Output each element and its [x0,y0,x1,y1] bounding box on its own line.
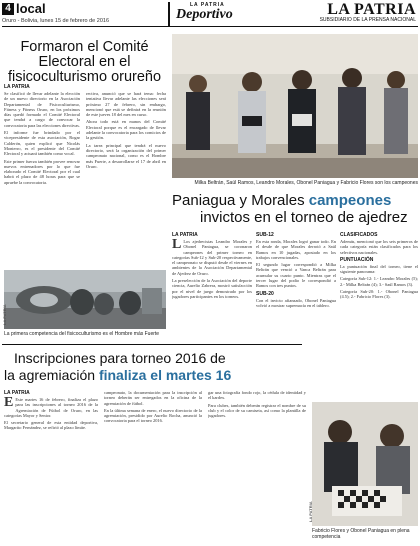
article2-subhead-sub20: SUB-20 [256,290,274,297]
article2-headline-text: Paniagua y Morales [172,192,309,209]
article1-paragraph: El informe fue brindado por el vicepresidente de esta asociación, Rogar Calderón, quien explicó que Nicolás Monterro, es el presidente del Comité Electoral y actuará también como vocal. [4,130,80,157]
article2-headline-line1 [172,192,418,209]
article3-paragraph: gar una fotografía fondo rojo, la cédula de identidad y el kardex. [208,390,306,401]
article3-headline-line2 [4,367,304,383]
article3-dropcap: E [4,395,14,410]
article3-paragraph: campeonato, la documentación para la inscripción al torneo deberán ser entregados en la oficina de la agremiación de fútbol. [104,390,202,406]
section-divider [2,344,302,345]
article1-paragraph: Ahora todo está en manos del Comité Electoral porque es el encargado de llevar adelante la convocatoria para los comicios de la gestión. [86,119,166,141]
article1-paragraph: La tarea principal que tendrá el nuevo directorio, será la organización del primer campeonato nacional, como es el Hombre más Fuerte, a desarrollarse el 17 de abril en Oruro. [86,142,166,169]
article2-dropcap: L [172,237,182,252]
article2-subhead-clasificados: CLASIFICADOS [340,232,378,238]
article2-subhead-sub12: SUB-12 [256,232,274,238]
masthead-subtitle: SUBSIDIARIO DE LA PRENSA NACIONAL [319,17,416,23]
article2-photo [312,402,418,526]
article3-paragraph [4,397,98,418]
masthead: LA PATRIA [327,1,416,18]
article1-photo-credit: LA PATRIA [2,304,7,325]
article3-column-1 [4,390,98,540]
article1-paragraph: Se clasificó de llevar adelante la elección de un nuevo directorio en la Asociación Departamental de Fisicoculturismo, Fitness y Fitness Oruro, en los próximos días quedó formado el Comité Electoral que tendrá a cargo de convocar la convocatoria para las elecciones directivas. [4,91,80,128]
page-number: 4 [2,3,14,15]
supplement-small-label: LA PATRIA [190,2,225,8]
chess-champions-image [172,34,418,178]
article3-paragraph-text: Este martes 16 de febrero, finaliza el plazo para las inscripciones al torneo 2016 de la Agremiación de Fútbol de Oruro, en las categorías Mayor y Senior. [4,397,98,418]
article2-byline: LA PATRIA [172,232,198,238]
dateline: Oruro - Bolivia, lunes 15 de febrero de 2016 [2,18,110,24]
article3-byline: LA PATRIA [4,390,30,396]
header-rule [2,26,418,27]
article2-paragraph: Categoría Sub-12: 1.- Leandro Morales (5); 2.- Milka Beltrán (4); 3.- Saúl Ramos (3). [340,276,418,287]
article2-paragraph: La puntuación final del torneo, tiene el siguiente panorama: [340,263,418,275]
gym-weights-image [4,270,166,329]
page-header [0,0,420,36]
article2-paragraph: El segundo lugar correspondió a Milka Beltrán que venció a Vanca Beltrán para acumular su cuarto punto. Mientras que el tercer lugar del podio le correspondió a Ramos con tres puntos. [256,262,336,289]
article2-headline [172,192,418,226]
article3-headline-line1: Inscripciones para torneo 2016 de [14,350,226,366]
article2-column-3 [340,232,418,352]
article2-column-1 [172,232,252,352]
article1-headline: Formaron el Comité Electoral en el fisicoculturismo orureño [7,39,162,85]
chess-match-image [312,402,418,526]
article1-byline: LA PATRIA [4,84,30,90]
article3-column-2 [104,390,202,540]
supplement-title: Deportivo [176,7,233,22]
article3-headline-text: la agremiación [4,367,99,383]
article3-column-3 [208,390,306,540]
champions-photo-caption: Milka Beltrán, Saúl Ramos, Leandro Morales, Obonel Paniagua y Fabricio Flores son los campeones [194,180,418,186]
article1-photo-caption: La primera competencia del fisicoculturismo es el Hombre más Fuerte [4,331,160,337]
article1-paragraph: Este primer fuerza también provee renovar nuevos entrenadores por lo que fue elaborado el Comité Electoral por el cual habrá el plazo de 48 horas para que se apruebe la convocatoria. [4,158,80,185]
article2-paragraph-text: Los ajedrecistas Leandro Morales y Obonel Paniagua, se coronaron campeones del primer torneo en categorías Sub-12 y Sub-20 respectivamente, el campeonato se disputó desde el viernes en ambientes de la Asociación Departamental de Ajedrez de Oruro. [172,239,252,276]
article2-subhead-puntuacion: PUNTUACIÓN [340,256,374,263]
article2-paragraph: Con el invicto afianzado, Obonel Paniagua volvió a mostrar supremacía en el tablero. [256,297,336,308]
article2-headline-highlight: campeones [308,192,392,209]
article1-photo [4,270,166,329]
article1-column-2 [86,44,166,269]
article3-paragraph: El secretario general de esta entidad deportiva, Margarito Fernández, se refirió al plazo límite. [4,420,98,431]
article3-headline [4,350,304,383]
article2-paragraph [172,239,252,276]
article2-column-2 [256,232,336,352]
section-label: local [16,1,46,16]
article3-paragraph: En la última semana de enero, el nuevo directorio de la agremiación, presidido por Aurelio Rocha, anunció la convocatoria para el torneo 2016. [104,407,202,424]
article2-paragraph: En esta ronda, Morales logró ganar todo. En el desde de que Morales derrotó a Saúl Ramos en 10 jugadas, apostado en los trabajos convencionales. [256,239,336,260]
article2-paragraph: Además, mencionó que los seis primeros de cada categoría están clasificados para los selectivos nacionales. [340,239,418,255]
article1-column-1 [4,91,80,269]
article3-headline-highlight: finaliza el martes 16 [98,367,232,383]
article2-headline-line2: invictos en el torneo de ajedrez [200,209,408,226]
article2-photo-credit: LA PATRIA [308,501,313,522]
article3-paragraph: Para clubes, también deberán registrar el nombre de su club y el color de su camiseta, así como la plantilla de jugadores. [208,402,306,419]
article2-photo-caption: Fabricio Flores y Obonel Paniagua en plena competencia [312,528,410,540]
article2-paragraph: La preselección de la Asociación del deporte ciencia, Aurelio Zabrera, mostró satisfacción por el nivel de juego demostrado por los jugadores participantes en los torneos. [172,278,252,299]
article1-paragraph: rectiva, anunció que se hará tema: fecha tentativa llevar adelante las elecciones será próximo 27 de febrero, sin embargo, mencionó que está se definirá en la reunión de este jueves 18 del mes en curso. [86,91,166,118]
champions-photo [172,34,418,178]
article2-paragraph: Categoría Sub-20: 1.- Obonel Paniagua (4.5); 2.- Fabricio Flores (3). [340,289,418,300]
supplement-logo [168,2,248,26]
